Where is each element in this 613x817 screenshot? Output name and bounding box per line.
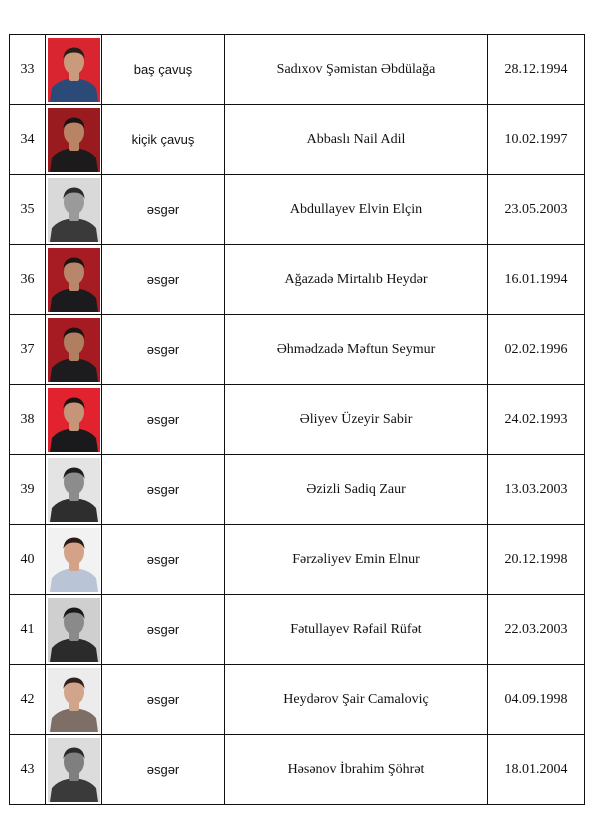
portrait-image: [48, 458, 100, 522]
portrait-cell: [46, 175, 102, 245]
birth-date-cell: 02.02.1996: [488, 315, 585, 385]
casualty-table: [9, 34, 585, 805]
table-row: [10, 315, 585, 385]
row-number: 33: [10, 35, 46, 105]
portrait-image: [48, 668, 100, 732]
portrait-photo: [48, 528, 100, 592]
full-name-cell: Əhmədzadə Məftun Seymur: [225, 315, 488, 385]
birth-date-cell: 20.12.1998: [488, 525, 585, 595]
portrait-cell: [46, 315, 102, 385]
rank-cell: kiçik çavuş: [102, 105, 225, 175]
full-name-cell: Sadıxov Şəmistan Əbdülağa: [225, 35, 488, 105]
rank-cell: əsgər: [102, 735, 225, 805]
rank-cell: baş çavuş: [102, 35, 225, 105]
portrait-cell: [46, 105, 102, 175]
row-number: 42: [10, 665, 46, 735]
birth-date-cell: 13.03.2003: [488, 455, 585, 525]
table-row: [10, 595, 585, 665]
row-number: 36: [10, 245, 46, 315]
table-body: [10, 35, 585, 805]
rank-cell: əsgər: [102, 245, 225, 315]
table-row: [10, 525, 585, 595]
full-name-cell: Abbaslı Nail Adil: [225, 105, 488, 175]
birth-date-cell: 28.12.1994: [488, 35, 585, 105]
row-number: 43: [10, 735, 46, 805]
birth-date-cell: 23.05.2003: [488, 175, 585, 245]
portrait-image: [48, 38, 100, 102]
portrait-image: [48, 318, 100, 382]
portrait-image: [48, 598, 100, 662]
table-row: [10, 455, 585, 525]
row-number: 35: [10, 175, 46, 245]
row-number: 41: [10, 595, 46, 665]
portrait-cell: [46, 385, 102, 455]
portrait-cell: [46, 525, 102, 595]
rank-cell: əsgər: [102, 455, 225, 525]
rank-cell: əsgər: [102, 665, 225, 735]
row-number: 34: [10, 105, 46, 175]
full-name-cell: Heydərov Şair Camaloviç: [225, 665, 488, 735]
table-row: [10, 665, 585, 735]
portrait-photo: [48, 38, 100, 102]
table-row: [10, 735, 585, 805]
row-number: 38: [10, 385, 46, 455]
portrait-photo: [48, 388, 100, 452]
birth-date-cell: 16.01.1994: [488, 245, 585, 315]
row-number: 39: [10, 455, 46, 525]
birth-date-cell: 04.09.1998: [488, 665, 585, 735]
portrait-image: [48, 738, 100, 802]
rank-cell: əsgər: [102, 595, 225, 665]
table-row: [10, 175, 585, 245]
rank-cell: əsgər: [102, 175, 225, 245]
row-number: 40: [10, 525, 46, 595]
full-name-cell: Əzizli Sadiq Zaur: [225, 455, 488, 525]
full-name-cell: Fətullayev Rəfail Rüfət: [225, 595, 488, 665]
full-name-cell: Əliyev Üzeyir Sabir: [225, 385, 488, 455]
portrait-image: [48, 528, 100, 592]
portrait-photo: [48, 598, 100, 662]
portrait-photo: [48, 248, 100, 312]
portrait-photo: [48, 738, 100, 802]
portrait-image: [48, 178, 100, 242]
full-name-cell: Abdullayev Elvin Elçin: [225, 175, 488, 245]
portrait-image: [48, 248, 100, 312]
table-row: [10, 245, 585, 315]
birth-date-cell: 10.02.1997: [488, 105, 585, 175]
portrait-cell: [46, 735, 102, 805]
row-number: 37: [10, 315, 46, 385]
portrait-cell: [46, 35, 102, 105]
full-name-cell: Ağazadə Mirtalıb Heydər: [225, 245, 488, 315]
portrait-image: [48, 388, 100, 452]
portrait-cell: [46, 245, 102, 315]
rank-cell: əsgər: [102, 315, 225, 385]
table-row: [10, 105, 585, 175]
portrait-photo: [48, 178, 100, 242]
table-row: [10, 35, 585, 105]
portrait-photo: [48, 458, 100, 522]
casualty-list-sheet: [9, 34, 584, 805]
table-row: [10, 385, 585, 455]
portrait-photo: [48, 108, 100, 172]
birth-date-cell: 18.01.2004: [488, 735, 585, 805]
portrait-photo: [48, 668, 100, 732]
portrait-cell: [46, 665, 102, 735]
portrait-cell: [46, 455, 102, 525]
rank-cell: əsgər: [102, 525, 225, 595]
birth-date-cell: 22.03.2003: [488, 595, 585, 665]
full-name-cell: Fərzəliyev Emin Elnur: [225, 525, 488, 595]
portrait-cell: [46, 595, 102, 665]
birth-date-cell: 24.02.1993: [488, 385, 585, 455]
full-name-cell: Həsənov İbrahim Şöhrət: [225, 735, 488, 805]
portrait-photo: [48, 318, 100, 382]
portrait-image: [48, 108, 100, 172]
rank-cell: əsgər: [102, 385, 225, 455]
